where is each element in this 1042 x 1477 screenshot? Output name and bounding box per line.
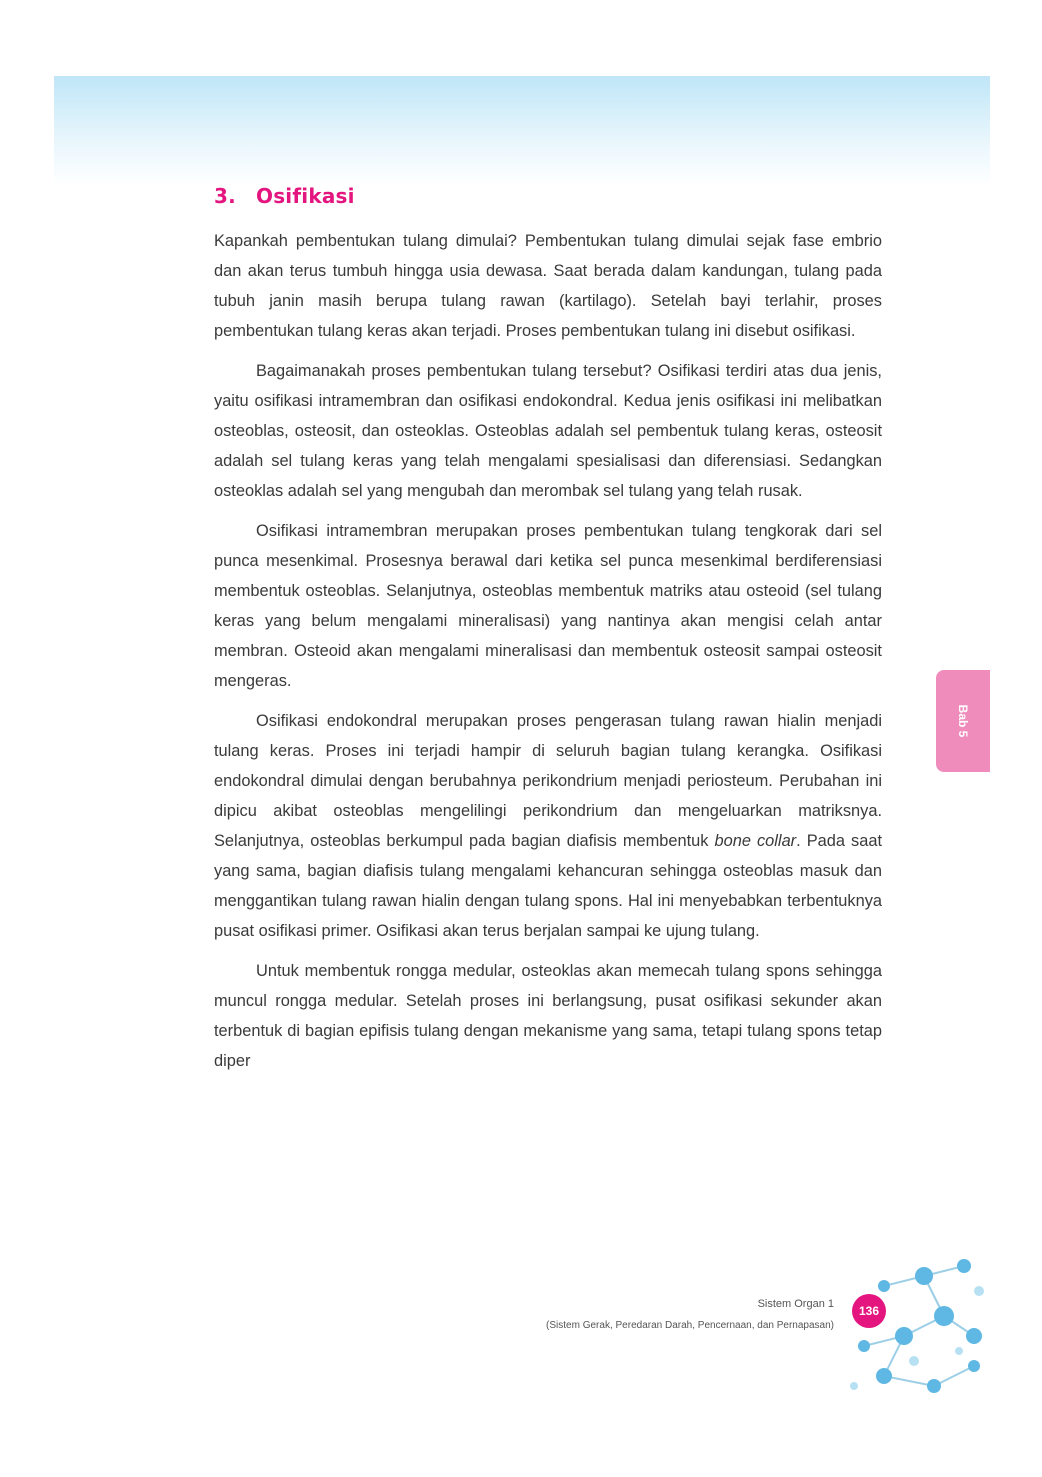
chapter-tab	[936, 670, 990, 772]
footer-subtitle: (Sistem Gerak, Peredaran Darah, Pencernaan, dan Pernapasan)	[546, 1320, 834, 1331]
paragraph-4	[214, 706, 882, 946]
paragraph-3: Osifikasi intramembran merupakan proses pembentukan tulang tengkorak dari sel punca mesenkimal. Prosesnya berawal dari ketika sel punca mesenkimal berdiferensiasi membentuk osteoblas. Selanjutnya, osteoblas membentuk matriks atau osteoid (sel tulang keras yang belum mengalami mineralisasi) yang nantinya akan mengisi celah antar membran. Osteoid akan mengalami mineralisasi dan membentuk osteosit sampai osteosit mengeras.	[214, 522, 882, 690]
paragraph-4-tail: . Pada saat yang sama, bagian diafisis tulang mengalami kehancuran sehingga osteoblas masuk dan menggantikan tulang rawan hialin dengan tulang spons. Hal ini menyebabkan terbentuknya pusat osifikasi primer. Osifikasi akan terus berjalan sampai ke ujung tulang.	[214, 832, 882, 940]
paragraph-1: Kapankah pembentukan tulang dimulai? Pembentukan tulang dimulai sejak fase embrio dan akan terus tumbuh hingga usia dewasa. Saat berada dalam kandungan, tulang pada tubuh janin masih berupa tulang rawan (kartilago). Setelah bayi terlahir, proses pembentukan tulang keras akan terjadi. Proses pembentukan tulang ini disebut osifikasi.	[214, 232, 882, 340]
textbook-page	[54, 76, 990, 1406]
section-number: 3.	[214, 184, 236, 208]
chapter-tab-label: Bab 5	[956, 704, 970, 738]
paragraph-5: Untuk membentuk rongga medular, osteoklas akan memecah tulang spons sehingga muncul rongga medular. Setelah proses ini berlangsung, pusat osifikasi sekunder akan terbentuk di bagian epifisis tulang dengan mekanisme yang sama, tetapi tulang spons tetap diper	[214, 962, 882, 1070]
section-title: Osifikasi	[256, 184, 355, 208]
page-number-badge: 136	[852, 1294, 886, 1328]
section-heading	[214, 184, 355, 208]
body-text	[214, 226, 882, 1086]
paragraph-4-text: Osifikasi endokondral merupakan proses pengerasan tulang rawan hialin menjadi tulang keras. Proses ini terjadi hampir di seluruh bagian tulang kerangka. Osifikasi endokondral dimulai dengan berubahnya perikondrium menjadi periosteum. Perubahan ini dipicu akibat osteoblas mengelilingi perikondrium dan mengeluarkan matriksnya. Selanjutnya, osteoblas berkumpul pada bagian diafisis membentuk	[214, 712, 882, 850]
paragraph-4-term: bone collar	[714, 832, 797, 850]
header-band	[54, 76, 990, 186]
molecule-decoration-icon	[824, 1246, 990, 1406]
paragraph-2: Bagaimanakah proses pembentukan tulang tersebut? Osifikasi terdiri atas dua jenis, yaitu osifikasi intramembran dan osifikasi endokondral. Kedua jenis osifikasi ini melibatkan osteoblas, osteosit, dan osteoklas. Osteoblas adalah sel pembentuk tulang keras, osteosit adalah sel tulang keras yang telah mengalami spesialisasi dan diferensiasi. Sedangkan osteoklas adalah sel yang mengubah dan merombak sel tulang yang telah rusak.	[214, 362, 882, 500]
footer-title: Sistem Organ 1	[757, 1298, 834, 1310]
